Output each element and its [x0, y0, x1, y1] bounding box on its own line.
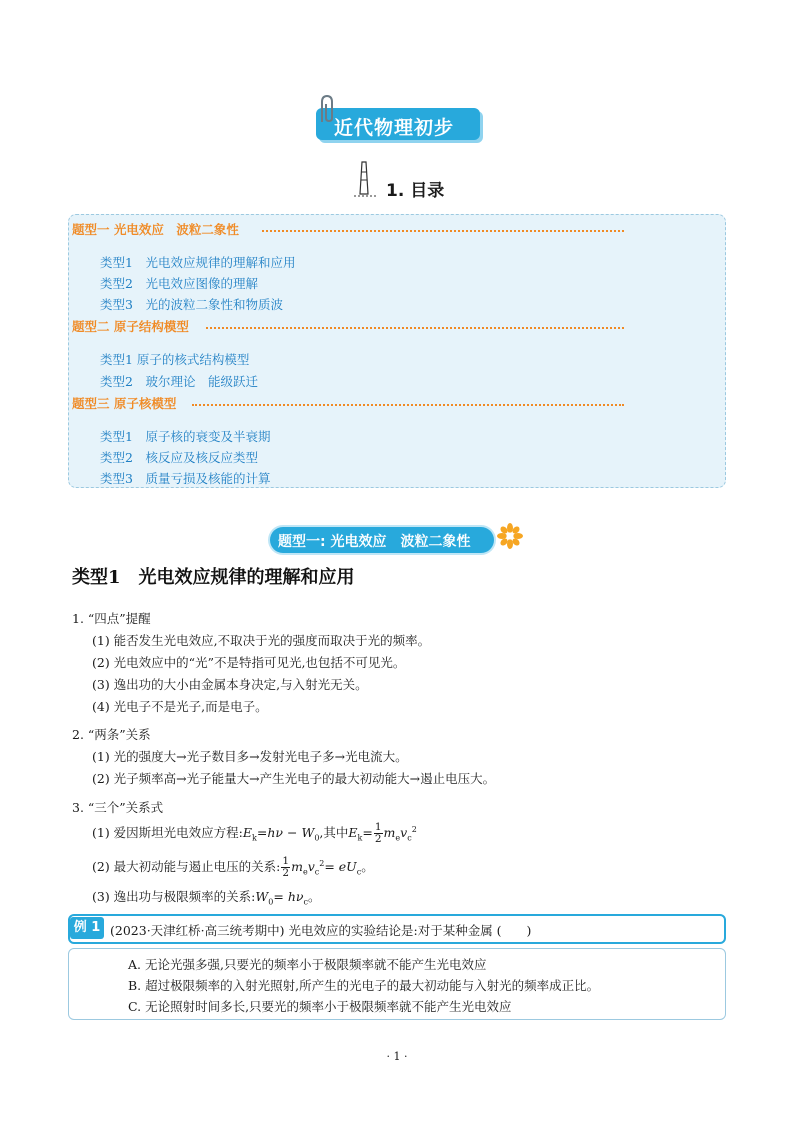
point-line: (1) 光的强度大→光子数目多→发射光电子多→光电流大。 [92, 749, 408, 764]
point-line: (4) 光电子不是光子,而是电子。 [92, 699, 268, 714]
chapter-title: 近代物理初步 [334, 117, 455, 139]
toc-item[interactable]: 类型1 原子核的衰变及半衰期 [100, 429, 271, 444]
point-title: 1. “四点”提醒 [72, 611, 151, 626]
point-title: 2. “两条”关系 [72, 727, 151, 742]
page-number: · 1 · [386, 1050, 408, 1063]
formula-stopping-voltage: (2) 最大初动能与遏止电压的关系: $\frac{1}{2}$ $m_ev_c^2= eU_c$。 [92, 855, 374, 879]
point-line: (3) 逸出功的大小由金属本身决定,与入射光无关。 [92, 677, 368, 692]
point-line: (2) 光子频率高→光子能量大→产生光电子的最大初动能大→遏止电压大。 [92, 771, 496, 786]
option-b[interactable]: B. 超过极限频率的入射光照射,所产生的光电子的最大初动能与入射光的频率成正比。 [128, 978, 600, 993]
section-pill-label: 题型一: 光电效应 波粒二象性 [278, 534, 471, 550]
option-a[interactable]: A. 无论光强多强,只要光的频率小于极限频率就不能产生光电效应 [128, 957, 487, 972]
lighthouse-icon [352, 160, 380, 200]
toc-leader [262, 230, 624, 232]
point-line: (1) 能否发生光电效应,不取决于光的强度而取决于光的频率。 [92, 633, 431, 648]
toc-item[interactable]: 类型1 原子的核式结构模型 [100, 352, 250, 367]
toc-item[interactable]: 类型1 光电效应规律的理解和应用 [100, 255, 296, 270]
toc-leader [206, 327, 624, 329]
point-line: (2) 光电效应中的“光”不是特指可见光,也包括不可见光。 [92, 655, 406, 670]
type-heading: 类型1 光电效应规律的理解和应用 [72, 567, 355, 588]
point-title: 3. “三个”关系式 [72, 800, 164, 815]
formula-work-function: (3) 逸出功与极限频率的关系$:W_0= h\nu_c$。 [92, 889, 321, 907]
example-tag: 例 1 [70, 917, 104, 939]
toc-section-1[interactable]: 题型一 光电效应 波粒二象性 [72, 222, 239, 237]
toc-item[interactable]: 类型3 光的波粒二象性和物质波 [100, 297, 283, 312]
toc-heading: 1. 目录 [386, 181, 445, 201]
example-stem: (2023·天津红桥·高三统考期中) 光电效应的实验结论是:对于某种金属 ( ) [110, 923, 532, 938]
toc-item[interactable]: 类型2 核反应及核反应类型 [100, 450, 258, 465]
toc-item[interactable]: 类型2 玻尔理论 能级跃迁 [100, 374, 258, 389]
toc-leader [192, 404, 624, 406]
toc-section-2[interactable]: 题型二 原子结构模型 [72, 319, 189, 334]
toc-section-3[interactable]: 题型三 原子核模型 [72, 396, 177, 411]
toc-item[interactable]: 类型2 光电效应图像的理解 [100, 276, 258, 291]
option-c[interactable]: C. 无论照射时间多长,只要光的频率小于极限频率就不能产生光电效应 [128, 999, 512, 1014]
flower-icon [496, 522, 524, 550]
toc-item[interactable]: 类型3 质量亏损及核能的计算 [100, 471, 271, 486]
formula-einstein: (1) 爱因斯坦光电效应方程$:E_k=h\nu - W_0$,其中$E_k=$ $\frac{1}{2}$ $m_ev_c^2$ [92, 821, 417, 845]
